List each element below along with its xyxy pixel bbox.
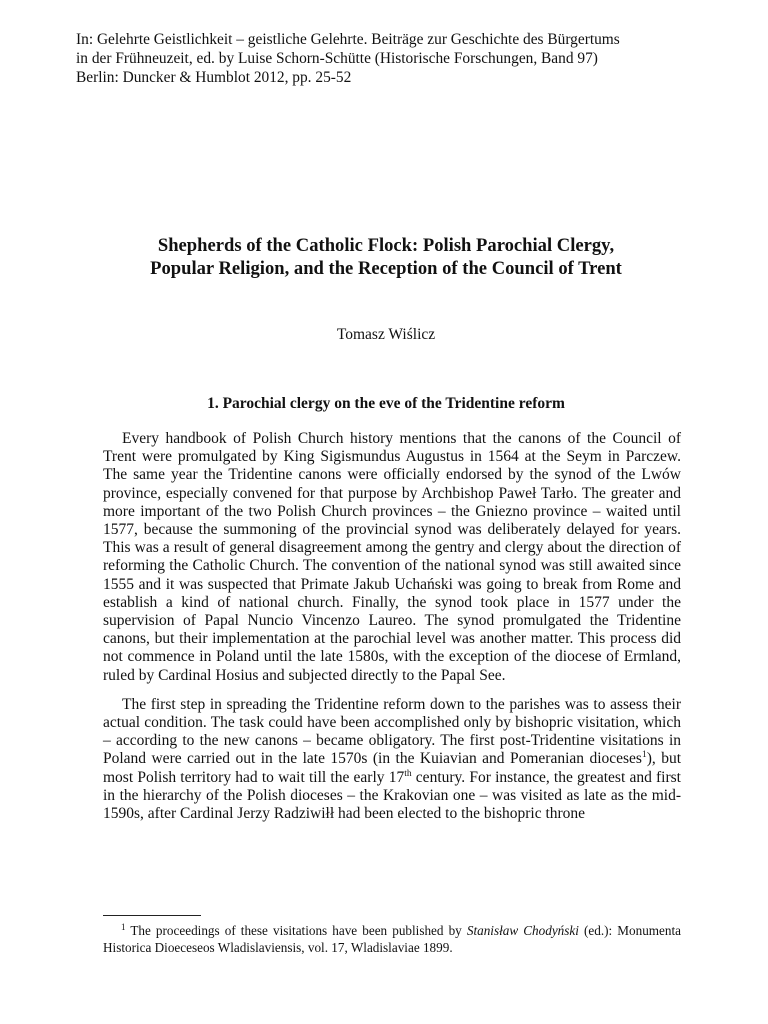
paragraph-2 (103, 696, 681, 823)
footnote-text-b: (ed.): Monumenta Historica Dioeceseos Wladislaviensis, vol. 17, Wladislaviae 1899. (103, 923, 682, 955)
article-title (76, 234, 696, 280)
section-heading: 1. Parochial clergy on the eve of the Tridentine reform (207, 395, 565, 412)
article-title-line-1: Shepherds of the Catholic Flock: Polish Parochial Clergy, (157, 235, 615, 256)
citation-line-3: Berlin: Duncker & Humblot 2012, pp. 25-52 (76, 69, 352, 86)
paragraph-2-text-b: ), but most Polish territory had to wait till the early 17 (103, 750, 681, 786)
citation-header (76, 30, 716, 87)
footnote-text-a: The proceedings of these visitations have been published by (125, 923, 467, 938)
footnote-editor: Stanisław Chodyński (466, 923, 579, 938)
paragraph-1: Every handbook of Polish Church history mentions that the canons of the Council of Trent were promulgated by King Sigismundus Augustus in 1564 at the Seym in Parczew. The same year the Tridentine canons were officially endorsed by the synod of the Lwów province, especially convened for that purpose by Archbishop Paweł Tarło. The greater and more important of the two Polish Church provinces – the Gniezno province – waited until 1577, because the summoning of the provincial synod was deliberately delayed for years. This was a result of general disagreement among the gentry and clergy about the direction of reforming the Catholic Church. The convention of the national synod was still awaited since 1555 and it was suspected that Primate Jakub Uchański was going to break from Rome and establish a kind of national church. Finally, the synod took place in 1577 under the supervision of Papal Nuncio Vincenzo Laureo. The synod promulgated the Tridentine canons, but their implementation at the parochial level was another matter. This process did not commence in Poland until the late 1580s, with the exception of the diocese of Ermland, ruled by Cardinal Hosius and subjected directly to the Papal See. (103, 430, 681, 684)
citation-line-1: In: Gelehrte Geistlichkeit – geistliche Gelehrte. Beiträge zur Geschichte des Bürgertums (76, 31, 620, 48)
footnote-mark: 1 (121, 921, 126, 932)
author-name: Tomasz Wiślicz (336, 326, 436, 343)
footnote-separator (103, 915, 201, 916)
body-text (103, 430, 681, 834)
footnote-reference[interactable]: 1 (641, 750, 647, 761)
paragraph-2-text-c: century. For instance, the greatest and first in the hierarchy of the Polish dioceses – the Krakovian one – was visited as late as the mid-1590s, after Cardinal Jerzy Radziwiłł had been elected to the bishopric throne (103, 768, 681, 823)
paragraph-2-text-a: The first step in spreading the Tridentine reform down to the parishes was to assess their actual condition. The task could have been accomplished only by bishopric visitation, which – according to the new canons – became obligatory. The first post-Tridentine visitations in Poland were carried out in the late 1570s (in the Kuiavian and Pomeranian dioceses (103, 695, 681, 768)
citation-line-2: in der Frühneuzeit, ed. by Luise Schorn-Schütte (Historische Forschungen, Band 97) (76, 50, 598, 67)
ordinal-superscript: th (404, 768, 412, 779)
article-title-line-2: Popular Religion, and the Reception of the Council of Trent (150, 258, 622, 279)
footnote (103, 922, 681, 956)
